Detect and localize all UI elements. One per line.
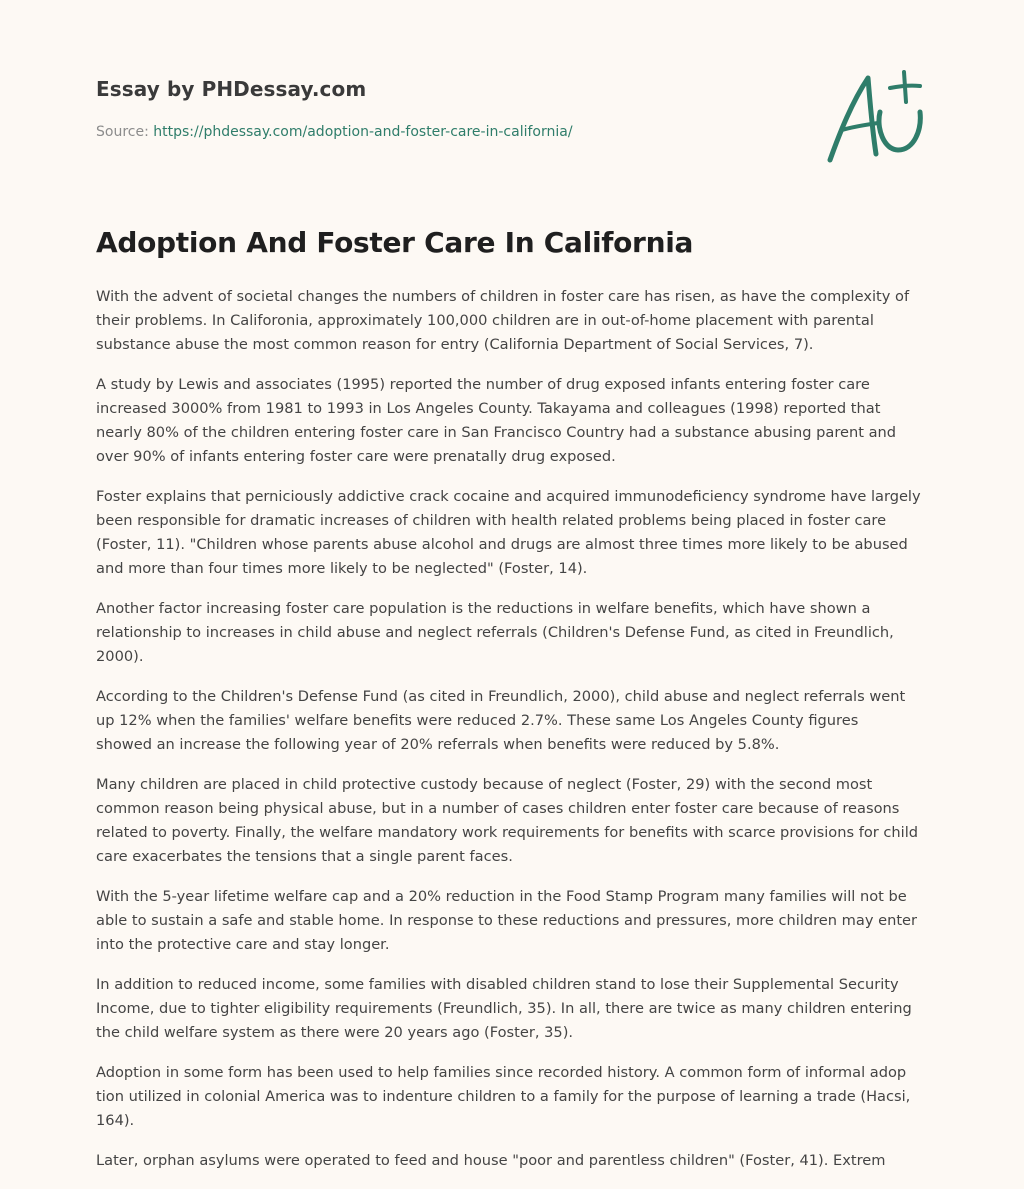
paragraph-line: With the 5-year lifetime welfare cap and a 20% reduction in the Food Stamp Program many families will not be (96, 888, 907, 905)
source-line (96, 124, 573, 140)
paragraph-line: 164). (96, 1112, 135, 1129)
paragraph-line: care exacerbates the tensions that a single parent faces. (96, 848, 513, 865)
essay-title: Adoption And Foster Care In California (96, 226, 694, 259)
paragraph-line: In addition to reduced income, some families with disabled children stand to lose their Supplemental Security (96, 976, 899, 993)
paragraph-line: common reason being physical abuse, but in a number of cases children enter foster care because of reasons (96, 800, 900, 817)
paragraph-line: (Foster, 11). "Children whose parents abuse alcohol and drugs are almost three times more likely to be abused (96, 536, 908, 553)
essay-paragraph (96, 885, 928, 957)
paragraph-line: Many children are placed in child protective custody because of neglect (Foster, 29) with the second most (96, 776, 873, 793)
paragraph-line: With the advent of societal changes the numbers of children in foster care has risen, as have the complexity of (96, 288, 910, 305)
essay-paragraph (96, 485, 928, 581)
paragraph-line: tion utilized in colonial America was to indenture children to a family for the purpose of learning a trade (Hacsi, (96, 1088, 911, 1105)
essay-paragraph (96, 685, 928, 757)
paragraph-line: over 90% of infants entering foster care were prenatally drug exposed. (96, 448, 616, 465)
paragraph-line: and more than four times more likely to be neglected" (Foster, 14). (96, 560, 588, 577)
paragraph-line: been responsible for dramatic increases of children with health related problems being placed in foster care (96, 512, 887, 529)
paragraph-line: 2000). (96, 648, 144, 665)
paragraph-line: into the protective care and stay longer. (96, 936, 390, 953)
essay-body (96, 285, 928, 1189)
paragraph-line: the child welfare system as there were 20 years ago (Foster, 35). (96, 1024, 574, 1041)
paragraph-line: Foster explains that perniciously addictive crack cocaine and acquired immunodeficiency syndrome have largely (96, 488, 921, 505)
paragraph-line: their problems. In Califoronia, approximately 100,000 children are in out-of-home placement with parental (96, 312, 874, 329)
paragraph-line: Another factor increasing foster care population is the reductions in welfare benefits, which have shown a (96, 600, 871, 617)
source-label: Source: (96, 124, 154, 140)
source-link[interactable]: https://phdessay.com/adoption-and-foster-care-in-california/ (153, 124, 573, 140)
a-plus-logo-icon (822, 66, 932, 166)
paragraph-line: increased 3000% from 1981 to 1993 in Los Angeles County. Takayama and colleagues (1998) reported that (96, 400, 881, 417)
paragraph-line: up 12% when the families' welfare benefits were reduced 2.7%. These same Los Angeles County figures (96, 712, 859, 729)
paragraph-line: showed an increase the following year of 20% referrals when benefits were reduced by 5.8%. (96, 736, 780, 753)
paragraph-line: related to poverty. Finally, the welfare mandatory work requirements for benefits with scarce provisions for child (96, 824, 919, 841)
paragraph-line: able to sustain a safe and stable home. In response to these reductions and pressures, more children may enter (96, 912, 918, 929)
essay-paragraph (96, 373, 928, 469)
paragraph-line: substance abuse the most common reason for entry (California Department of Social Services, 7). (96, 336, 814, 353)
paragraph-line: Income, due to tighter eligibility requirements (Freundlich, 35). In all, there are twice as many children entering (96, 1000, 912, 1017)
essay-paragraph (96, 285, 928, 357)
paragraph-line: nearly 80% of the children entering foster care in San Francisco Country had a substance abusing parent and (96, 424, 897, 441)
essay-paragraph (96, 597, 928, 669)
paragraph-line: According to the Children's Defense Fund (as cited in Freundlich, 2000), child abuse and neglect referrals went (96, 688, 906, 705)
brand-title: Essay by PHDessay.com (96, 77, 367, 101)
paragraph-line: Adoption in some form has been used to help families since recorded history. A common form of informal adop (96, 1064, 907, 1081)
essay-paragraph (96, 1149, 928, 1173)
paragraph-line: A study by Lewis and associates (1995) reported the number of drug exposed infants entering foster care (96, 376, 870, 393)
essay-paragraph (96, 1061, 928, 1133)
essay-paragraph (96, 773, 928, 869)
essay-paragraph (96, 973, 928, 1045)
paragraph-line: Later, orphan asylums were operated to feed and house "poor and parentless children" (Foster, 41). Extrem (96, 1152, 886, 1169)
paragraph-line: relationship to increases in child abuse and neglect referrals (Children's Defense Fund, as cited in Freundlich, (96, 624, 894, 641)
